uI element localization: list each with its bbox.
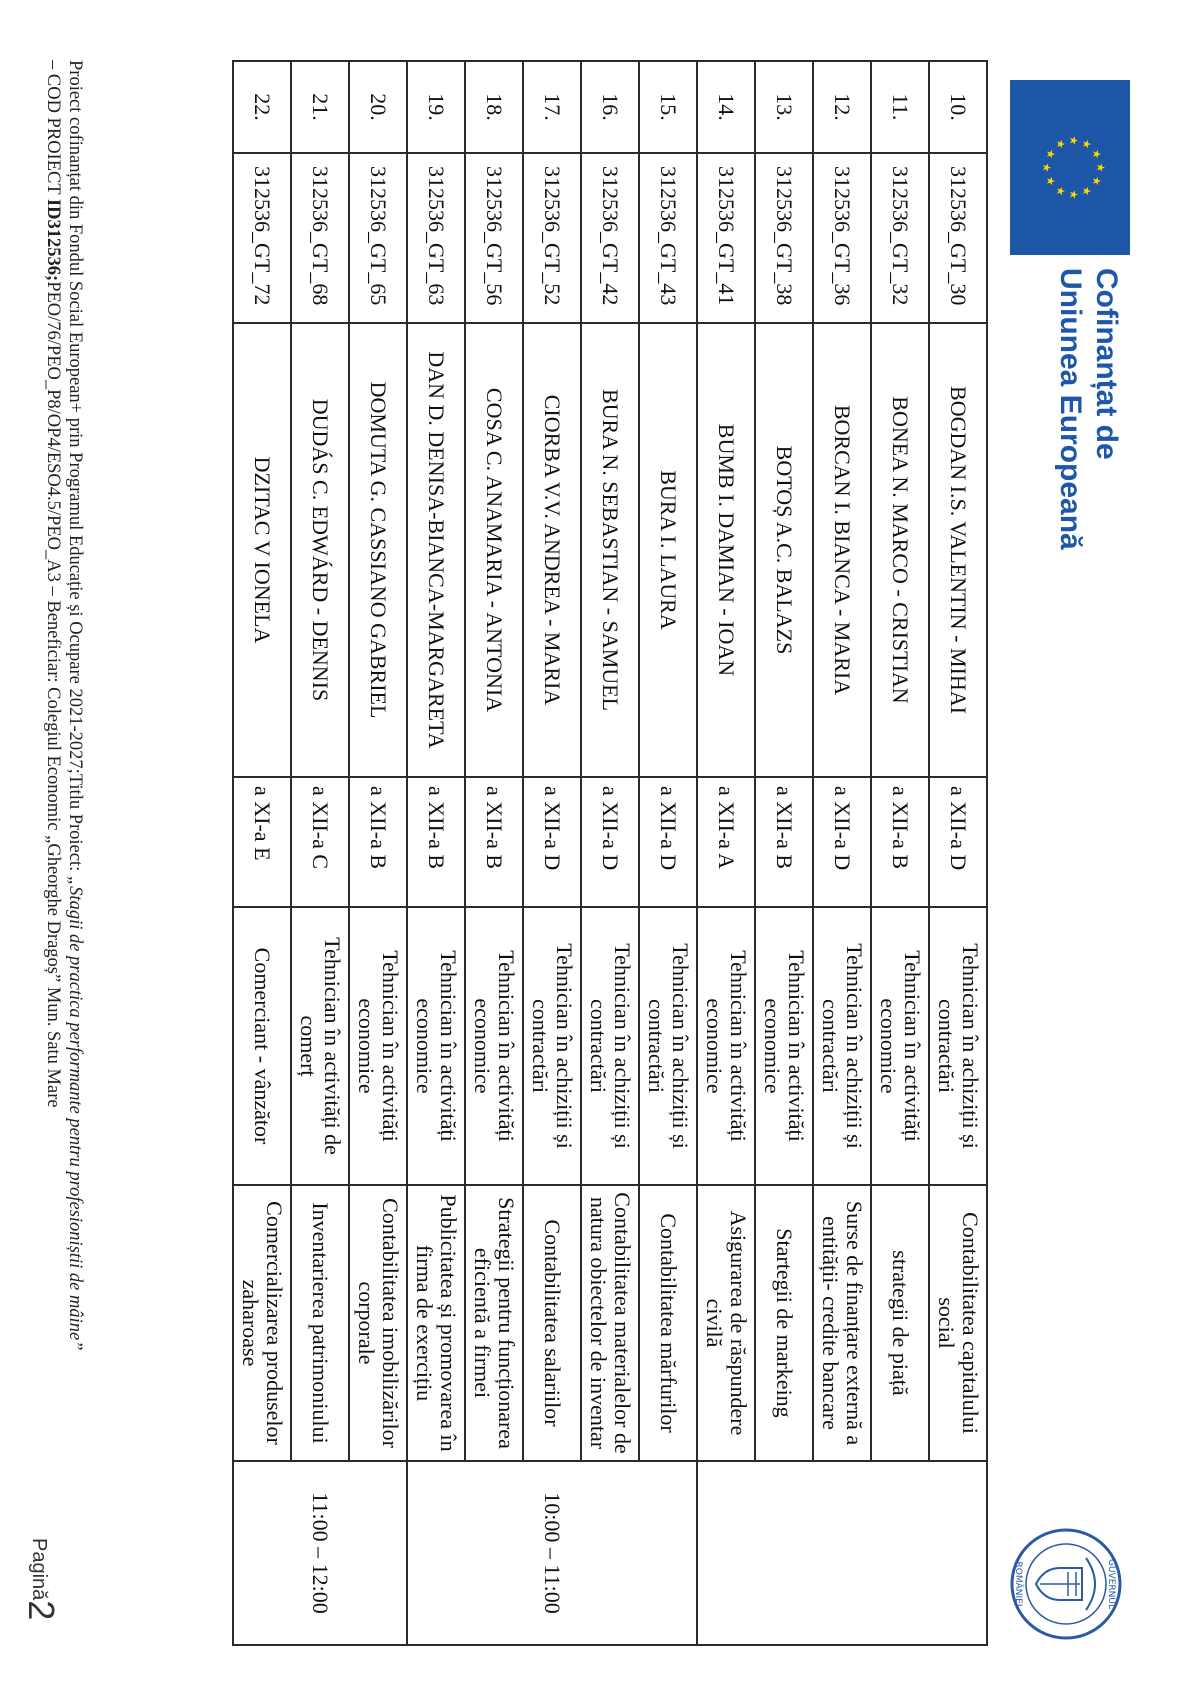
footer-line-1: [64, 60, 86, 1640]
project-footer: [42, 60, 86, 1640]
student-name: BURA N. SEBASTIAN - SAMUEL: [581, 323, 639, 777]
practice-topic: Inventarierea patrimoniului: [291, 1185, 349, 1461]
student-class: a XII-a D: [639, 777, 697, 907]
student-class: a XII-a D: [581, 777, 639, 907]
svg-text:★: ★: [1080, 139, 1093, 149]
table-row: [291, 61, 349, 1645]
table-row: [929, 61, 987, 1645]
student-class: a XII-a D: [523, 777, 581, 907]
practice-topic: Startegii de markeing: [755, 1185, 813, 1461]
row-number: 19.: [407, 61, 465, 153]
specialization: Tehnician în activități economice: [871, 907, 929, 1185]
practice-topic: strategii de piață: [871, 1185, 929, 1461]
student-class: a XII-a A: [697, 777, 755, 907]
specialization: Tehnician în activități economice: [349, 907, 407, 1185]
footer-line1-start: Proiect cofinanțat din Fondul Social European+ prin Programul Educație și Ocupare 2021-2027;Titlu Proiect:: [65, 60, 85, 876]
table-row: [233, 61, 291, 1645]
svg-text:★: ★: [1054, 186, 1067, 196]
page-number-value: 2: [21, 1600, 62, 1621]
footer-line2-start: – COD PROIECT: [43, 60, 63, 199]
footer-project-title: „Stagii de practica performante pentru profesioniștii de mâine”: [65, 875, 85, 1351]
student-code: 312536_GT_72: [233, 153, 291, 323]
svg-text:★: ★: [1054, 139, 1067, 149]
student-name: DOMUTA G. CASSIANO GABRIEL: [349, 323, 407, 777]
practice-topic: Strategii pentru funcționarea eficientă a firmei: [465, 1185, 523, 1461]
student-code: 312536_GT_43: [639, 153, 697, 323]
student-name: BORCAN I. BIANCA - MARIA: [813, 323, 871, 777]
student-class: a XII-a D: [813, 777, 871, 907]
row-number: 10.: [929, 61, 987, 153]
time-slot: 11:00 – 12:00: [233, 1461, 407, 1645]
student-class: a XII-a B: [871, 777, 929, 907]
cofinantat-line1: Cofinanțat de: [1090, 268, 1123, 460]
student-class: a XII-a B: [755, 777, 813, 907]
table-row: [465, 61, 523, 1645]
student-code: 312536_GT_56: [465, 153, 523, 323]
table-row: [697, 61, 755, 1645]
specialization: Tehnician în achiziții și contractări: [639, 907, 697, 1185]
student-code: 312536_GT_41: [697, 153, 755, 323]
table-row: [813, 61, 871, 1645]
page-number: [20, 1538, 62, 1620]
row-number: 22.: [233, 61, 291, 153]
practice-topic: Asigurarea de răspundere civilă: [697, 1185, 755, 1461]
specialization: Tehnician în activități de comerț: [291, 907, 349, 1185]
practice-topic: Contabilitatea capitalului social: [929, 1185, 987, 1461]
svg-text:★: ★: [1044, 176, 1057, 186]
student-class: a XII-a C: [291, 777, 349, 907]
table-row: [407, 61, 465, 1645]
row-number: 20.: [349, 61, 407, 153]
svg-text:GUVERNUL: GUVERNUL: [1106, 1559, 1116, 1609]
svg-text:★: ★: [1090, 149, 1103, 159]
specialization: Tehnician în achiziții și contractări: [929, 907, 987, 1185]
row-number: 12.: [813, 61, 871, 153]
svg-text:★: ★: [1067, 135, 1080, 146]
footer-line-2: [42, 60, 64, 1640]
row-number: 17.: [523, 61, 581, 153]
svg-text:ROMÂNIEI: ROMÂNIEI: [1013, 1561, 1023, 1607]
eu-flag-logo: [1010, 80, 1130, 255]
svg-text:★: ★: [1080, 186, 1093, 196]
student-name: BOTOȘ A.C. BALAZS: [755, 323, 813, 777]
student-name: BURA I. LAURA: [639, 323, 697, 777]
svg-text:★: ★: [1040, 162, 1053, 173]
student-code: 312536_GT_42: [581, 153, 639, 323]
table-row: [871, 61, 929, 1645]
student-name: COSA C. ANAMARIA - ANTONIA: [465, 323, 523, 777]
student-name: DUDÁS C. EDWÁRD - DENNIS: [291, 323, 349, 777]
practice-topic: Contabilitatea materialelor de natura obiectelor de inventar: [581, 1185, 639, 1461]
cofinantat-text: [1052, 268, 1124, 608]
cofinantat-line2: Uniunea Europeană: [1054, 268, 1087, 550]
specialization: Tehnician în activități economice: [407, 907, 465, 1185]
student-name: CIORBA V.V. ANDREA - MARIA: [523, 323, 581, 777]
student-code: 312536_GT_63: [407, 153, 465, 323]
practice-topic: Comercializarea produselor zaharoase: [233, 1185, 291, 1461]
table-row: [755, 61, 813, 1645]
student-code: 312536_GT_32: [871, 153, 929, 323]
specialization: Tehnician în achiziții și contractări: [813, 907, 871, 1185]
specialization: Tehnician în achiziții și contractări: [581, 907, 639, 1185]
table-row: [349, 61, 407, 1645]
specialization: Tehnician în activități economice: [465, 907, 523, 1185]
student-class: a XII-a B: [465, 777, 523, 907]
svg-text:★: ★: [1044, 149, 1057, 159]
specialization: Tehnician în activități economice: [755, 907, 813, 1185]
svg-text:★: ★: [1067, 189, 1080, 200]
student-class: a XI-a E: [233, 777, 291, 907]
student-class: a XII-a B: [349, 777, 407, 907]
table-row: [581, 61, 639, 1645]
schedule-table: [232, 60, 988, 1646]
time-slot: 10:00 – 11:00: [407, 1461, 697, 1645]
student-code: 312536_GT_30: [929, 153, 987, 323]
student-name: BUMB I. DAMIAN - IOAN: [697, 323, 755, 777]
student-code: 312536_GT_36: [813, 153, 871, 323]
schedule-table-body: [233, 61, 987, 1645]
student-class: a XII-a D: [929, 777, 987, 907]
student-code: 312536_GT_52: [523, 153, 581, 323]
student-class: a XII-a B: [407, 777, 465, 907]
row-number: 15.: [639, 61, 697, 153]
footer-project-code: ID312536;: [43, 198, 63, 282]
row-number: 21.: [291, 61, 349, 153]
svg-text:★: ★: [1090, 176, 1103, 186]
svg-text:★: ★: [1094, 162, 1107, 173]
practice-topic: Contabilitatea salariilor: [523, 1185, 581, 1461]
student-code: 312536_GT_68: [291, 153, 349, 323]
row-number: 14.: [697, 61, 755, 153]
table-row: [639, 61, 697, 1645]
specialization: Comerciant - vânzător: [233, 907, 291, 1185]
table-row: [523, 61, 581, 1645]
row-number: 13.: [755, 61, 813, 153]
time-slot: [697, 1461, 987, 1645]
romanian-government-logo: [1010, 1528, 1122, 1640]
student-name: DZITAC V IONELA: [233, 323, 291, 777]
row-number: 11.: [871, 61, 929, 153]
practice-topic: Contabilitatea imobilizărilor corporale: [349, 1185, 407, 1461]
practice-topic: Publicitatea și promovarea în firma de exercițiu: [407, 1185, 465, 1461]
student-name: DAN D. DENISA-BIANCA-MARGARETA: [407, 323, 465, 777]
eu-stars-icon: [1010, 80, 1130, 255]
row-number: 18.: [465, 61, 523, 153]
student-code: 312536_GT_65: [349, 153, 407, 323]
specialization: Tehnician în achiziții și contractări: [523, 907, 581, 1185]
practice-topic: Surse de finanțare externă a entității- credite bancare: [813, 1185, 871, 1461]
page-label-text: Pagină: [28, 1538, 50, 1601]
student-name: BONEA N. MARCO - CRISTIAN: [871, 323, 929, 777]
government-seal-icon: [1010, 1528, 1122, 1640]
footer-line2-end: PEO/76/PEO_P8/OP4/ESO4.5/PEO_A3 – Beneficiar: Colegiul Economic „Gheorghe Dragoș” Mun. Satu Mare: [43, 281, 63, 1108]
practice-topic: Contabilitatea mărfurilor: [639, 1185, 697, 1461]
specialization: Tehnician în activități economice: [697, 907, 755, 1185]
student-code: 312536_GT_38: [755, 153, 813, 323]
student-name: BOGDAN I.S. VALENTIN - MIHAI: [929, 323, 987, 777]
row-number: 16.: [581, 61, 639, 153]
